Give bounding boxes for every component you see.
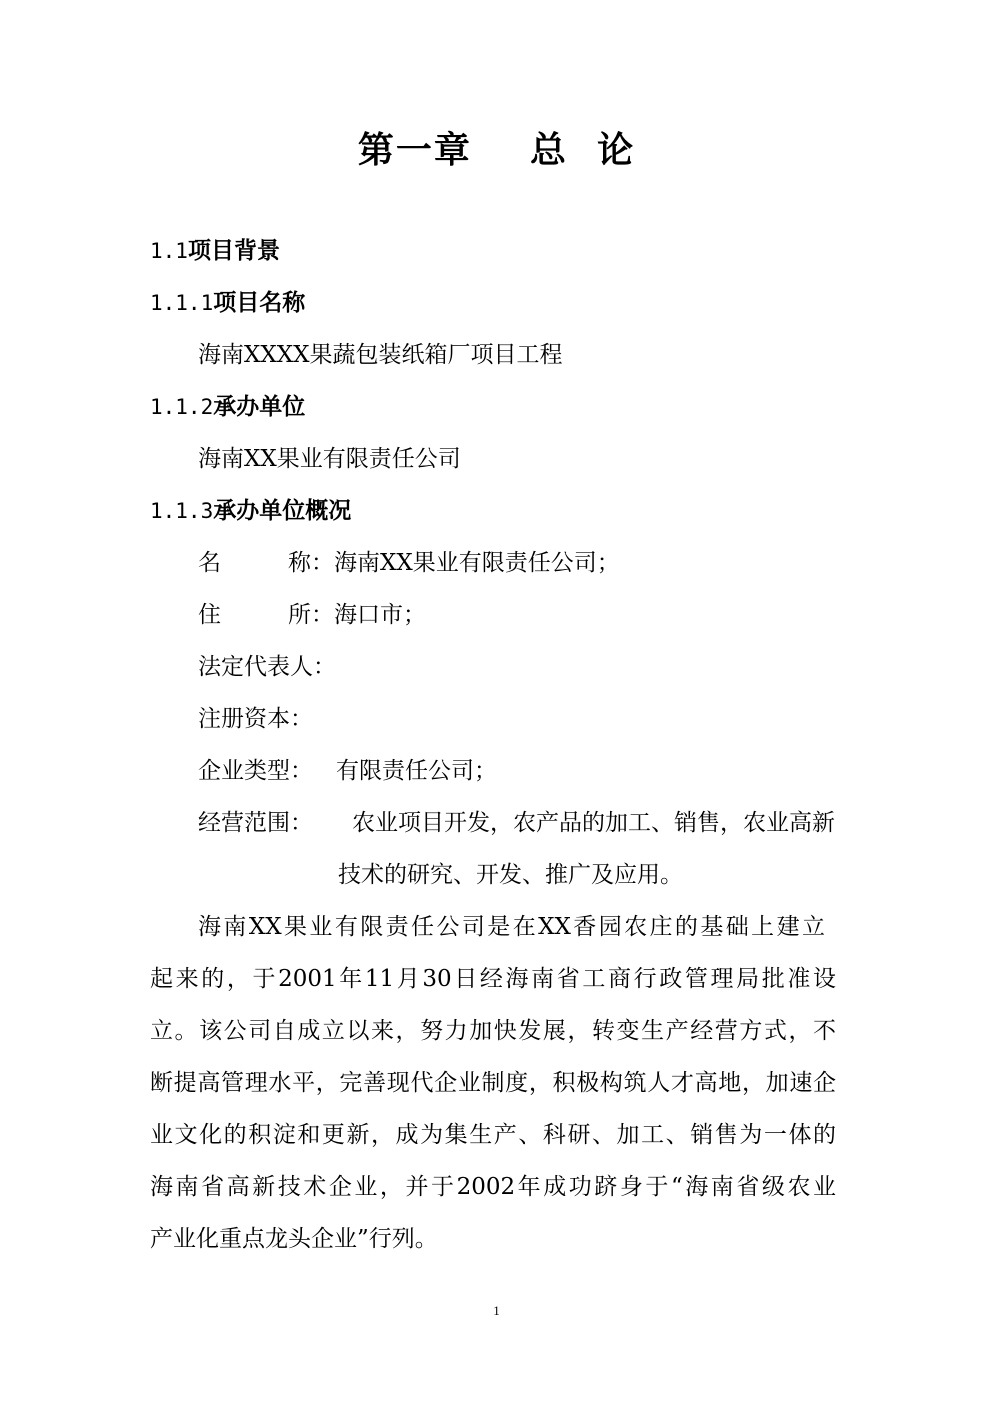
- section-heading-1-1: [150, 236, 280, 266]
- organizer-text: 海南XX果业有限责任公司: [198, 446, 461, 472]
- business-scope-continuation: 技术的研究、开发、推广及应用。: [338, 862, 683, 888]
- company-name-row: [198, 548, 620, 578]
- field-label: 注册资本：: [198, 706, 313, 732]
- section-number: 1.1: [150, 239, 188, 263]
- section-heading-1-1-3: [150, 496, 351, 526]
- page-number: 1: [493, 1303, 500, 1318]
- field-value: 海南XX果业有限责任公司；: [334, 550, 620, 576]
- paragraph-line: 产业化重点龙头企业”行列。: [150, 1226, 438, 1252]
- field-label: 称：: [288, 550, 334, 576]
- field-label: 所：: [288, 602, 334, 628]
- field-label: 经营范围：: [198, 810, 313, 836]
- field-value: 海口市；: [334, 602, 426, 628]
- paragraph-line: 断提高管理水平，完善现代企业制度，积极构筑人才高地，加速企: [150, 1070, 836, 1096]
- field-label: 企业类型：: [198, 758, 313, 784]
- field-label: 住: [198, 602, 221, 628]
- field-label: 名: [198, 550, 221, 576]
- registered-capital-row: [198, 704, 313, 734]
- section-title: 承办单位概况: [213, 497, 352, 524]
- field-label: 法定代表人：: [198, 654, 336, 680]
- section-number: 1.1.2: [150, 395, 214, 419]
- section-number: 1.1.3: [150, 499, 214, 523]
- address-row: [198, 600, 426, 630]
- paragraph-line: 业文化的积淀和更新，成为集生产、科研、加工、销售为一体的: [150, 1122, 836, 1148]
- section-title: 项目背景: [187, 237, 280, 264]
- section-heading-1-1-2: [150, 392, 305, 422]
- section-heading-1-1-1: [150, 288, 305, 318]
- paragraph-line: 海南XX果业有限责任公司是在XX香园农庄的基础上建立: [198, 914, 825, 940]
- business-scope-row: [198, 808, 835, 838]
- enterprise-type-row: [198, 756, 497, 786]
- field-value: 有限责任公司；: [336, 758, 497, 784]
- field-value: 农业项目开发，农产品的加工、销售，农业高新: [352, 810, 835, 836]
- section-number: 1.1.1: [150, 291, 214, 315]
- project-name-text: 海南XXXX果蔬包装纸箱厂项目工程: [198, 342, 563, 368]
- chapter-title: 第一章 总 论: [357, 129, 636, 171]
- paragraph-line: 立。该公司自成立以来，努力加快发展，转变生产经营方式，不: [150, 1018, 836, 1044]
- paragraph-line: 海南省高新技术企业，并于2002年成功跻身于“海南省级农业: [150, 1174, 836, 1200]
- section-title: 项目名称: [213, 289, 306, 316]
- legal-representative-row: [198, 652, 336, 682]
- section-title: 承办单位: [213, 393, 306, 420]
- paragraph-line: 起来的，于2001年11月30日经海南省工商行政管理局批准设: [150, 966, 836, 992]
